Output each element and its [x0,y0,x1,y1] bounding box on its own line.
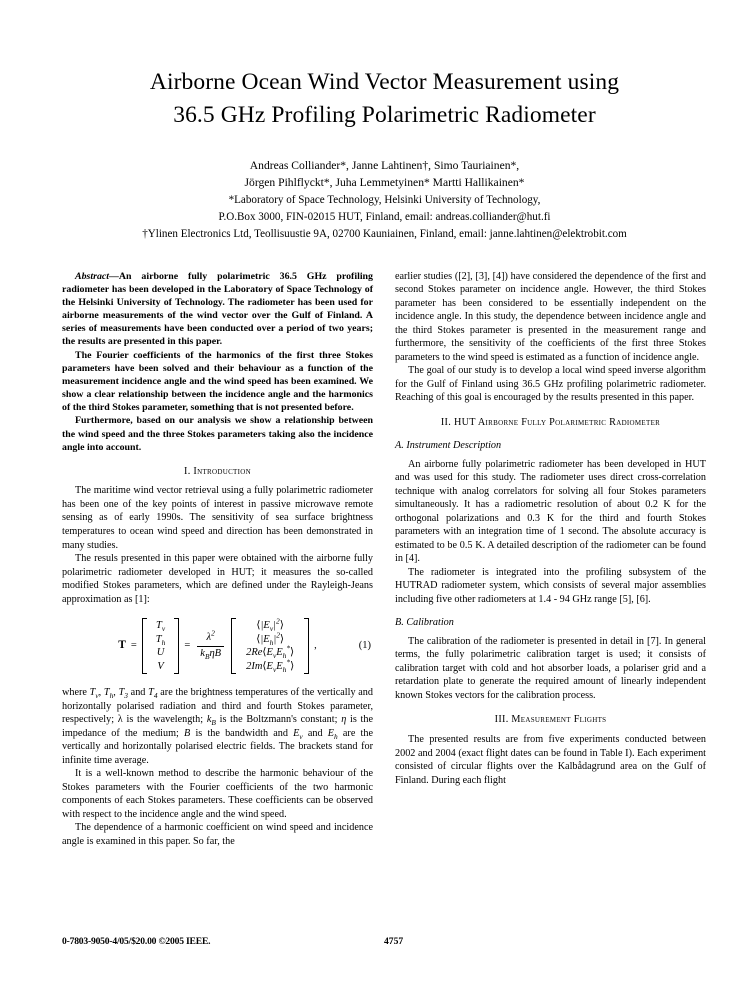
paper-content [62,66,707,848]
title-line-2: 36.5 GHz Profiling Polarimetric Radiometer [173,102,596,129]
stokes-row-u: U [156,647,165,659]
abstract-paragraph-2: The Fourier coefficients of the harmonics of the first three Stokes parameters have been solved and their behaviour as a function of the measurement incidence angle and the wind speed has been examined. We show a clear relationship between the incidence angle and the harmonics of the third Stokes parameter, something that is not presented before. [62,349,373,414]
affiliation-line-1: *Laboratory of Space Technology, Helsinki University of Technology, [228,193,541,206]
intro-paragraph-2: The resuls presented in this paper were obtained with the airborne fully polarimetric radiometer developed in HUT; it measures the so-called modified Stokes parameters, which are defined under the Rayleigh-Jeans approximation as [1]: [62,553,373,605]
abstract-paragraph-1 [62,270,373,349]
intro-paragraph-6: earlier studies ([2], [3], [4]) have considered the dependence of the first and second Stokes parameter on incidence angle. However, the third Stokes parameter has been considered to be essentially independent on the incidence angle. In this study, the dependence between incidence angle and the third Stokes parameter is presented in the measurement range and furthermore, the sensitivity of the coefficients of the first three Stokes parameters to the wind speed is estimated as a function of incidence angle. [395,270,706,363]
author-line-2: Jörgen Pihlflyckt*, Juha Lemmetyinen* Martti Hallikainen* [244,176,525,190]
left-column [62,270,373,849]
abstract-paragraph-3: Furthermore, based on our analysis we show a relationship between the wind speed and the three Stokes parameters taking also the incidence angle into account. [62,415,373,453]
fraction-denominator: $k_B\eta B$ [197,646,224,660]
instrument-paragraph-2: The radiometer is integrated into the profiling subsystem of the HUTRAD radiometer system, which consists of several major assemblies including five other radiometers at 1.4 - 94 GHz range [5], [6]. [395,566,706,605]
body-columns [62,270,707,849]
fraction-lambda-over-kbetab [197,628,224,661]
equation-body [118,618,317,674]
equation-1 [62,615,373,677]
stokes-row-th: $T_h$ [155,633,166,647]
page-number: 4757 [384,936,404,947]
field-vector-right [241,618,299,674]
bracket-left-close [174,618,179,674]
equation-equals-1: = [130,640,137,652]
section-heading-introduction: I. Introduction [184,465,251,477]
intro-paragraph-1: The maritime wind vector retrieval using a fully polarimetric radiometer has been one of the key points of interest in passive microwave remote sensing as of early 1990s. The sensitivity of sea surface brightness temperatures to ocean wind speed and direction has been demonstrated in many studies. [62,485,373,551]
author-block [62,157,707,243]
section-heading-measurement-flights: III. Measurement Flights [494,714,607,726]
abstract-block [62,270,373,454]
intro-paragraph-3: where $T_v$, $T_h$, $T_3$ and $T_4$ are the brightness temperatures of the vertically and horizontally polarised radiation and third and fourth Stokes parameter, respectively; λ is the wavelength; $k_B$ is the Boltzmann's constant; η is the impedance of the medium; B is the bandwidth and $E_v$ and $E_h$ are the vertically and horizontally polarised electric fields. The brackets stand for infinite time average. [62,687,374,766]
abstract-text-1: An airborne fully polarimetric 36.5 GHz profiling radiometer has been developed in the Laboratory of Space Technology of the Helsinki University of Technology. The radiometer has been used for airborne measurements of the wind vector over the Gulf of Finland. A series of measurements have been conducted over a period of two years; the results are presented in this paper. [62,270,373,348]
subsection-heading-instrument-description: A. Instrument Description [395,440,502,452]
subsection-heading-calibration: B. Calibration [395,617,454,629]
title-line-1: Airborne Ocean Wind Vector Measurement using [149,69,620,95]
intro-paragraph-5: The dependence of a harmonic coefficient on wind speed and incidence angle is examined in this paper. So far, the [62,822,373,847]
field-row-im: $2Im⟨E_vE_h^*⟩$ [246,657,295,674]
stokes-row-tv: $T_v$ [156,620,166,634]
calibration-paragraph-1: The calibration of the radiometer is presented in detail in [7]. In general terms, the fully polarimetric calibration target is used; it consists of calibration target with cold and hot absorber loads, a polariser grid and a retardation plate to generate the required amount of linearly independent known Stokes vectors for the calibration process. [395,635,706,701]
right-column [395,270,706,849]
fraction-numerator: $\lambda^2$ [206,628,215,644]
field-row-ev2: $⟨|E_v|^2⟩$ [256,616,284,634]
intro-paragraph-4: It is a well-known method to describe the harmonic behaviour of the Stokes parameters with the Fourier coefficients of the two harmonic components of each Stokes parameters. These coefficients can be observed with respect to the incidence angle and the wind speed. [62,768,373,820]
bracket-right-close [304,618,309,674]
equation-equals-2: = [184,640,191,652]
equation-trailing-comma: , [314,640,317,652]
field-row-re: $2Re⟨E_vE_h^*⟩$ [246,643,295,661]
abstract-label: Abstract— [75,270,119,282]
copyright-notice: 0-7803-9050-4/05/$20.00 ©2005 IEEE. [62,936,211,947]
stokes-row-v: V [157,660,164,672]
equation-number: (1) [358,640,371,652]
intro-paragraph-7: The goal of our study is to develop a local wind speed inverse algorithm for the Gulf of Finland using 36.5 GHz profiling polarimetric radiometer. Reaching of this goal is encouraged by the results presented in this paper. [395,365,706,404]
bracket-right-open [231,618,236,674]
section-heading-radiometer: II. HUT Airborne Fully Polarimetric Radiometer [440,416,661,428]
field-row-eh2: $⟨|E_h|^2⟩$ [256,630,285,647]
paper-sheet [14,22,741,978]
author-line-1: Andreas Colliander*, Janne Lahtinen†, Simo Tauriainen*, [249,158,520,172]
stokes-vector-left [152,618,170,674]
flights-paragraph-1: The presented results are from five experiments conducted between 2002 and 2004 (exact flight dates can be found in Table I). Each experiment consisted of circular flights over the Kalbådagrund area on the Gulf of Finland. During each flight [395,733,706,786]
page-title [80,66,689,133]
affiliation-line-3: †Ylinen Electronics Ltd, Teollisuustie 9A, 02700 Kauniainen, Finland, email: janne.lahtinen@elektrobit.com [142,227,627,240]
affiliation-line-2: P.O.Box 3000, FIN-02015 HUT, Finland, email: andreas.colliander@hut.fi [218,210,551,223]
equation-lhs: T [118,639,126,652]
bracket-left-open [142,618,147,674]
instrument-paragraph-1: An airborne fully polarimetric radiometer has been developed in HUT and was used for this study. The radiometer uses direct cross-correlation technique with analog correlators for solving all four Stokes parameters simultaneously. It has a radiometric resolution of about 0.2 K for the orthogonal polarizations and 0.3 K for the third and fourth Stokes parameters with an integration time of 1 second. The absolute accuracy is estimated to be 0.5 K. A detailed description of the radiometer can be found in [4]. [395,458,706,565]
